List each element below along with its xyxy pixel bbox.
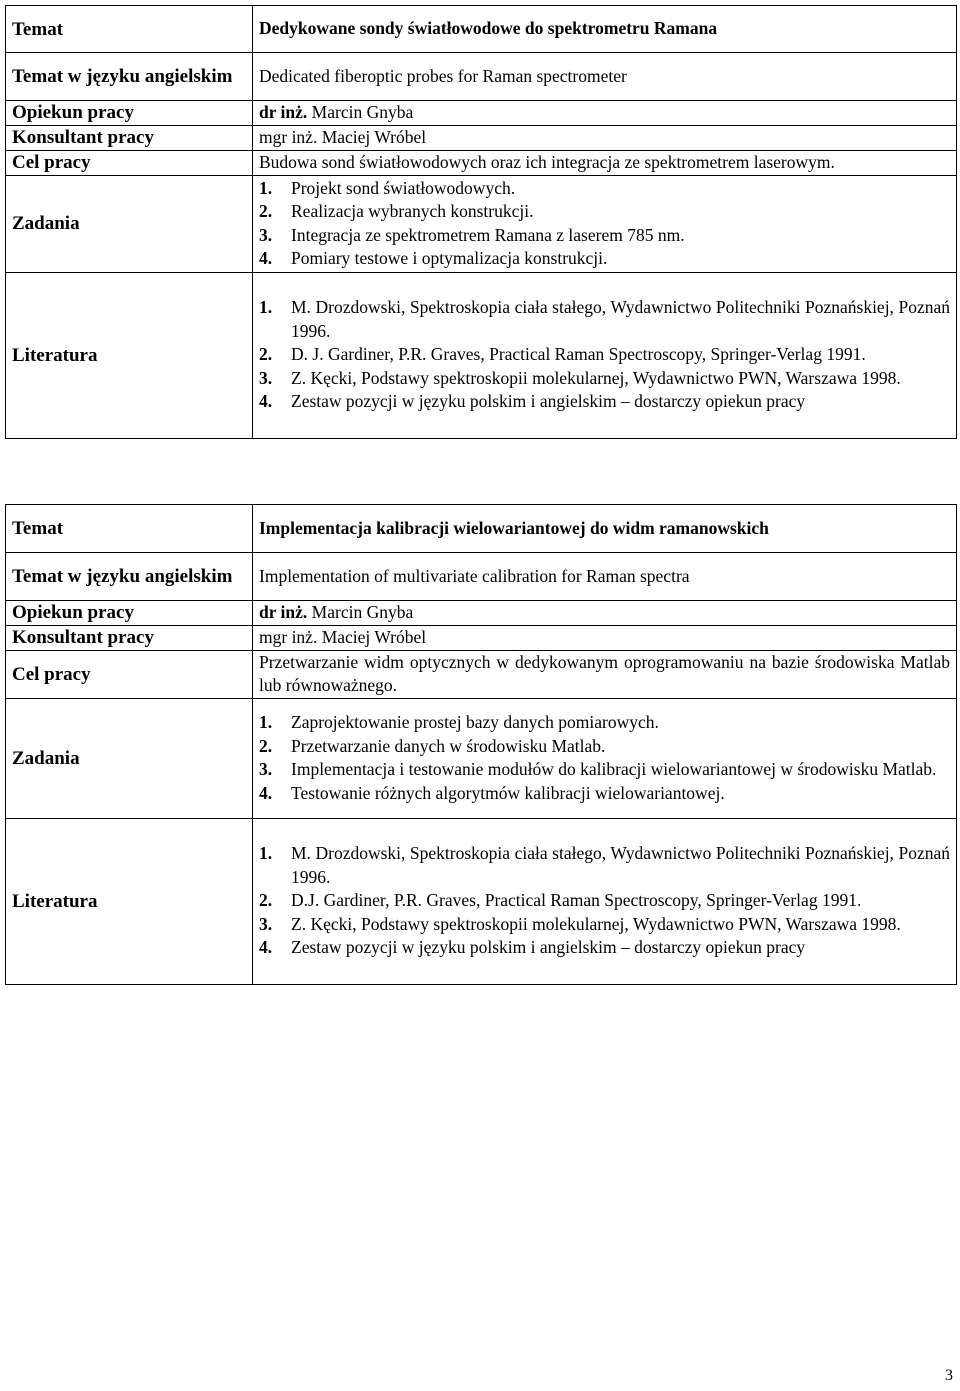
label-literatura: Literatura [6,272,253,438]
thesis-table-2 [5,504,957,985]
list-item: 2. D. J. Gardiner, P.R. Graves, Practical Raman Spectroscopy, Springer-Verlag 1991. [259,344,866,365]
list-item: 2. Realizacja wybranych konstrukcji. [259,201,534,221]
list-item: 4. Pomiary testowe i optymalizacja konstrukcji. [259,248,608,268]
list-item: 2. D.J. Gardiner, P.R. Graves, Practical Raman Spectroscopy, Springer-Verlag 1991. [259,890,862,911]
list-item: 1. Projekt sond światłowodowych. [259,177,516,198]
supervisor [253,101,957,126]
list-item: 3. Z. Kęcki, Podstawy spektroskopii molekularnej, Wydawnictwo PWN, Warszawa 1998. [259,367,901,388]
list-item: 1. M. Drozdowski, Spektroskopia ciała stałego, Wydawnictwo Politechniki Poznańskiej, Poznań 1996. [259,843,950,887]
goal: Budowa sond światłowodowych oraz ich integracja ze spektrometrem laserowym. [253,150,957,175]
consultant-title: mgr inż. [259,626,318,647]
list-item: 2. Przetwarzanie danych w środowisku Matlab. [259,735,606,756]
supervisor [253,601,957,626]
label-temat: Temat [6,6,253,53]
label-literatura: Literatura [6,818,253,984]
list-item: 3. Z. Kęcki, Podstawy spektroskopii molekularnej, Wydawnictwo PWN, Warszawa 1998. [259,913,901,934]
label-zadania: Zadania [6,175,253,272]
thesis-topic-1 [5,5,956,439]
label-cel: Cel pracy [6,650,253,698]
topic-title-en: Dedicated fiberoptic probes for Raman spectrometer [253,53,957,101]
label-opiekun: Opiekun pracy [6,101,253,126]
page-number: 3 [945,1367,953,1384]
consultant-name: Maciej Wróbel [317,626,427,647]
tasks [253,175,957,272]
list-item: 1. Zaprojektowanie prostej bazy danych pomiarowych. [259,712,659,732]
list-item: 4. Zestaw pozycji w języku polskim i angielskim – dostarczy opiekun pracy [259,391,806,412]
supervisor-title: dr inż. [259,102,308,122]
list-item: 1. M. Drozdowski, Spektroskopia ciała stałego, Wydawnictwo Politechniki Poznańskiej, Poznań 1996. [259,297,950,341]
label-zadania: Zadania [6,698,253,818]
literature [253,818,957,984]
literature [253,272,957,438]
consultant [253,125,957,150]
list-item: 3. Implementacja i testowanie modułów do kalibracji wielowariantowej w środowisku Matlab. [259,759,937,779]
topic-title: Dedykowane sondy światłowodowe do spektrometru Ramana [253,6,957,53]
topic-title: Implementacja kalibracji wielowariantowej do widm ramanowskich [253,505,957,553]
list-item: 4. Zestaw pozycji w języku polskim i angielskim – dostarczy opiekun pracy [259,937,806,958]
thesis-table-1 [5,5,957,439]
label-opiekun: Opiekun pracy [6,601,253,626]
label-cel: Cel pracy [6,150,253,175]
list-item: 4. Testowanie różnych algorytmów kalibracji wielowariantowej. [259,782,725,803]
label-konsultant: Konsultant pracy [6,125,253,150]
consultant-name: Maciej Wróbel [317,126,427,147]
label-temat-en: Temat w języku angielskim [6,53,253,101]
thesis-topic-2 [5,504,956,985]
supervisor-title: dr inż. [259,602,308,622]
label-temat: Temat [6,505,253,553]
tasks [253,698,957,818]
label-temat-en: Temat w języku angielskim [6,553,253,601]
supervisor-name: Marcin Gnyba [307,102,414,122]
consultant-title: mgr inż. [259,126,318,147]
consultant [253,625,957,650]
goal: Przetwarzanie widm optycznych w dedykowanym oprogramowaniu na bazie środowiska Matlab lub równoważnego. [253,650,957,698]
list-item: 3. Integracja ze spektrometrem Ramana z laserem 785 nm. [259,224,685,245]
supervisor-name: Marcin Gnyba [307,602,414,622]
label-konsultant: Konsultant pracy [6,625,253,650]
topic-title-en: Implementation of multivariate calibration for Raman spectra [253,553,957,601]
